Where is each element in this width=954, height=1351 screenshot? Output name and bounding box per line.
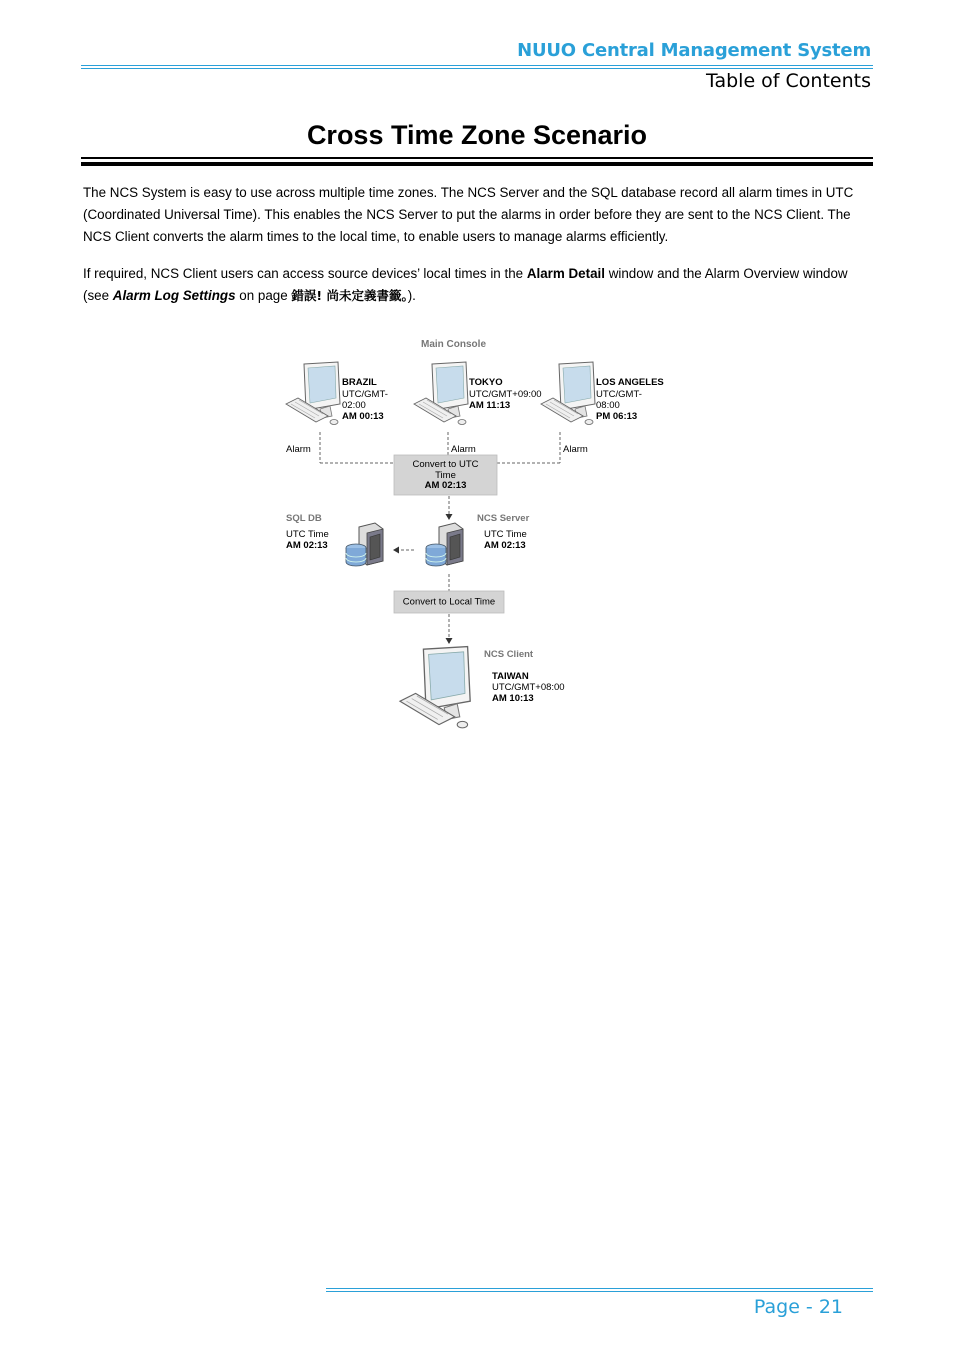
brazil-tz: UTC/GMT- xyxy=(342,389,388,400)
arrow-down-icon xyxy=(446,514,453,520)
los-angeles-time: PM 06:13 xyxy=(596,411,638,422)
tokyo-tz: UTC/GMT+09:00 xyxy=(469,389,542,400)
los-angeles-tz: 08:00 xyxy=(596,400,620,411)
tokyo-pc-icon xyxy=(414,362,468,425)
convert-utc-label: Convert to UTC xyxy=(412,459,479,470)
los-angeles-pc-icon xyxy=(541,362,595,425)
heading-rule xyxy=(81,157,873,159)
convert-utc-time: AM 02:13 xyxy=(424,480,467,491)
text-fragment: window and the Alarm Overview window (see xyxy=(83,266,848,303)
database-icon xyxy=(426,544,446,566)
ncs-client-time: AM 10:13 xyxy=(492,693,534,704)
cross-time-zone-diagram xyxy=(270,330,690,740)
sql-db-title: SQL DB xyxy=(286,513,322,524)
alarm-detail-term: Alarm Detail xyxy=(526,266,605,281)
ncs-server-label: UTC Time xyxy=(484,529,527,540)
alarm-log-settings-link[interactable]: Alarm Log Settings xyxy=(112,288,236,303)
alarm-label: Alarm xyxy=(451,444,476,455)
sql-db-label: UTC Time xyxy=(286,529,329,540)
tokyo-time: AM 11:13 xyxy=(469,400,511,411)
los-angeles-tz: UTC/GMT- xyxy=(596,389,642,400)
header-section-title: Table of Contents xyxy=(706,70,871,92)
tokyo-city: TOKYO xyxy=(469,377,503,388)
header-rule xyxy=(81,68,873,69)
alarm-label: Alarm xyxy=(286,444,311,455)
heading-rule xyxy=(81,162,873,166)
ncs-client-title: NCS Client xyxy=(484,649,534,660)
brazil-tz: 02:00 xyxy=(342,400,366,411)
convert-utc-label: Time xyxy=(435,470,456,481)
los-angeles-city: LOS ANGELES xyxy=(596,377,664,388)
convert-local-label: Convert to Local Time xyxy=(402,596,496,608)
header-rule xyxy=(81,65,873,66)
text-fragment: ). xyxy=(407,288,416,303)
ncs-client-tz: UTC/GMT+08:00 xyxy=(492,682,565,693)
text-fragment: on page xyxy=(235,288,292,303)
main-console-label: Main Console xyxy=(421,339,487,350)
sql-db-time: AM 02:13 xyxy=(286,540,328,551)
ncs-client-pc-icon xyxy=(400,647,470,728)
brazil-city: BRAZIL xyxy=(342,377,377,388)
footer-rule xyxy=(326,1288,873,1289)
ncs-server-time: AM 02:13 xyxy=(484,540,526,551)
text-fragment: If required, NCS Client users can access source devices’ local times in the xyxy=(83,266,527,281)
page-heading: Cross Time Zone Scenario xyxy=(306,120,648,150)
database-icon xyxy=(346,544,366,566)
brazil-time: AM 00:13 xyxy=(342,411,384,422)
alarm-label: Alarm xyxy=(563,444,588,455)
paragraph-intro: The NCS System is easy to use across multiple time zones. The NCS Server and the SQL database record all alarm times in UTC (Coordinated Universal Time). This enables the NCS Server to put the alarms in order before they are sent to the NCS Client. The NCS Client converts the alarm times to the local time, to enable users to manage alarms efficiently. xyxy=(83,185,854,244)
arrow-down-icon xyxy=(446,638,453,644)
brazil-pc-icon xyxy=(286,362,340,425)
ncs-server-title: NCS Server xyxy=(477,513,530,524)
ncs-client-city: TAIWAN xyxy=(492,671,529,682)
header-product-title: NUUO Central Management System xyxy=(517,40,871,61)
arrow-left-icon xyxy=(393,547,399,554)
broken-bookmark-reference: 錯誤! 尚未定義書籤。 xyxy=(291,288,408,303)
footer-rule xyxy=(326,1291,873,1292)
page-number: Page - 21 xyxy=(753,1296,843,1318)
paragraph-local-times xyxy=(83,263,873,307)
